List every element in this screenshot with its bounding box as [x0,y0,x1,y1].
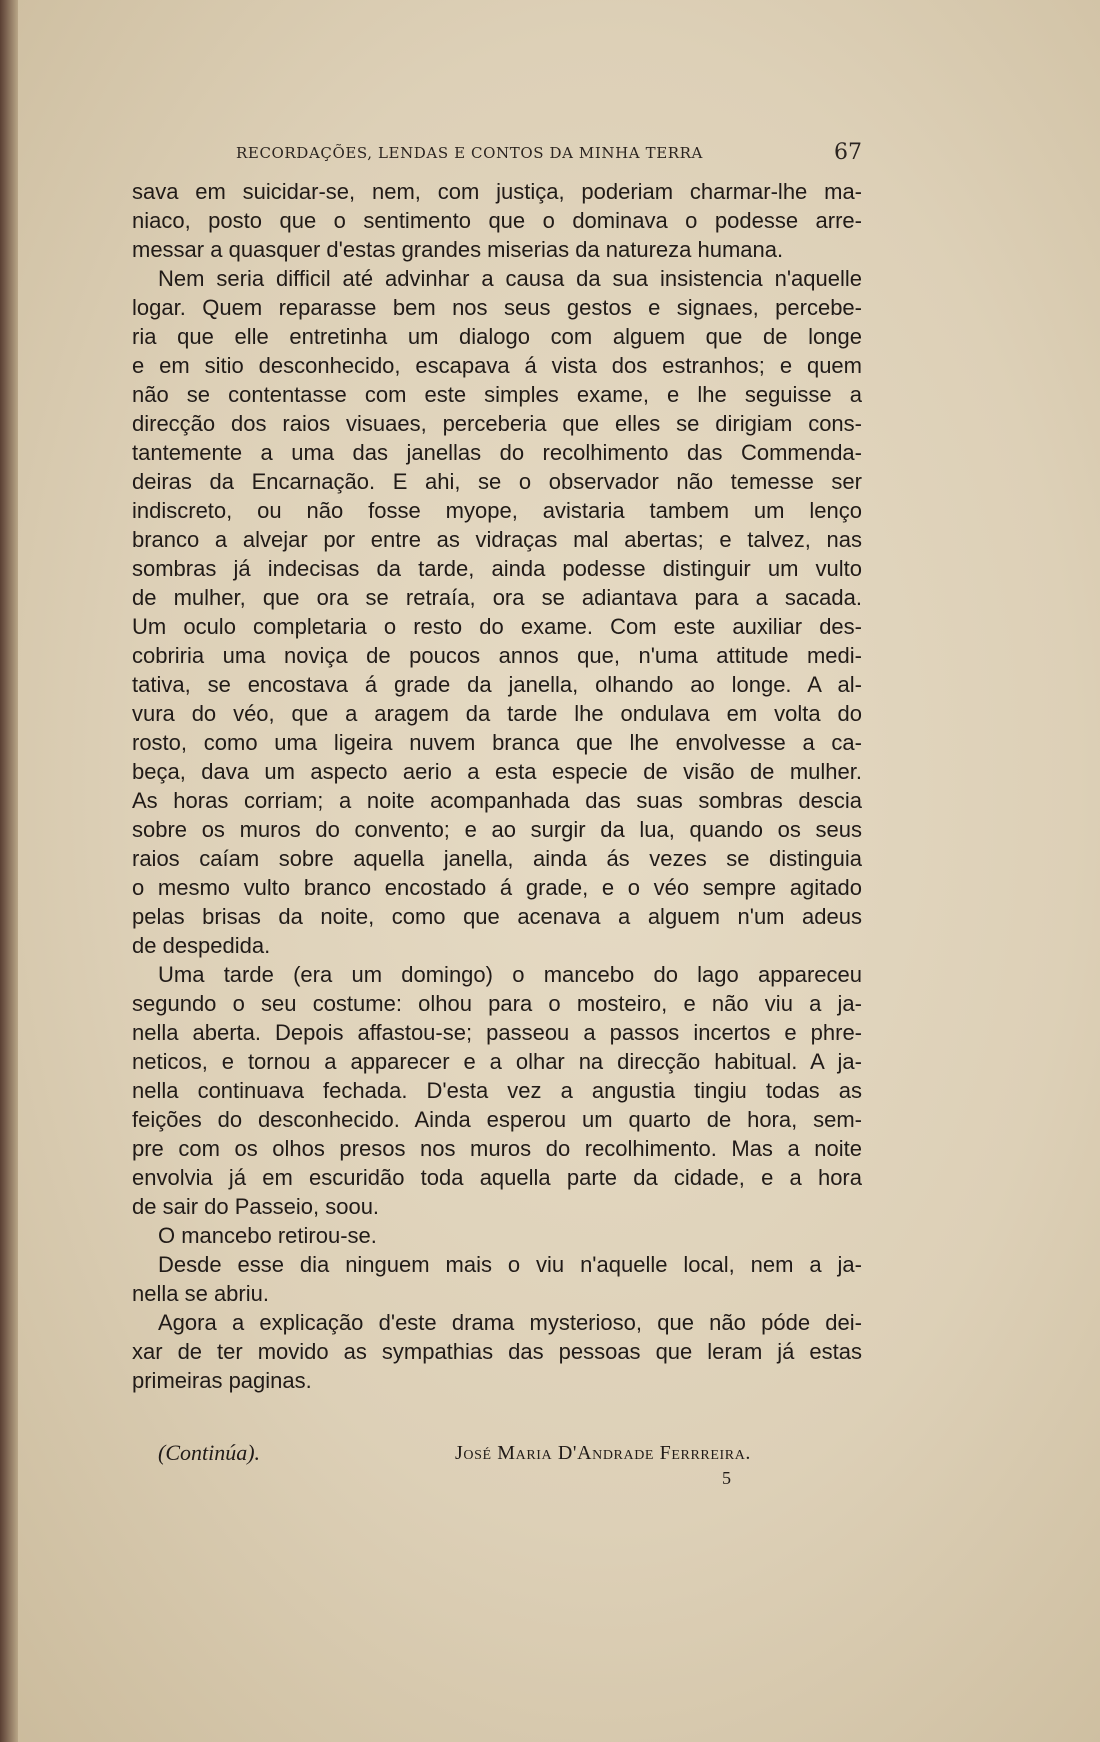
text-line: xar de ter movido as sympathias das pessoas que leram já estas [132,1339,862,1364]
text-line: nella aberta. Depois affastou-se; passeou a passos incertos e phre- [132,1020,862,1045]
text-line: Desde esse dia ninguem mais o viu n'aquelle local, nem a ja- [158,1252,862,1277]
text-line: neticos, e tornou a apparecer e a olhar na direcção habitual. A ja- [132,1049,862,1074]
text-line: cobriria uma noviça de poucos annos que, n'uma attitude medi- [132,643,862,668]
text-line: nella se abriu. [132,1281,269,1306]
text-line: indiscreto, ou não fosse myope, avistaria tambem um lenço [132,498,862,523]
text-line: logar. Quem reparasse bem nos seus gestos e signaes, percebe- [132,295,862,320]
text-line: de despedida. [132,933,271,958]
text-line: sava em suicidar-se, nem, com justiça, poderiam charmar-lhe ma- [132,179,862,204]
text-line: primeiras paginas. [132,1368,312,1393]
text-line: raios caíam sobre aquella janella, ainda ás vezes se distinguia [132,846,862,871]
page-footer [132,1440,862,1500]
text-line: o mesmo vulto branco encostado á grade, e o véo sempre agitado [132,875,862,900]
text-line: messar a quasquer d'estas grandes miserias da natureza humana. [132,237,784,262]
page-header [128,140,862,170]
text-line: tantemente a uma das janellas do recolhimento das Commenda- [132,440,862,465]
text-line: não se contentasse com este simples exame, e lhe seguisse a [132,382,862,407]
continued-note: (Continúa). [158,1440,261,1465]
text-line: branco a alvejar por entre as vidraças mal abertas; e talvez, nas [132,527,862,552]
text-line: rosto, como uma ligeira nuvem branca que lhe envolvesse a ca- [132,730,862,755]
text-line: direcção dos raios visuaes, perceberia que elles se dirigiam cons- [132,411,862,436]
text-line: Uma tarde (era um domingo) o mancebo do lago appareceu [158,962,862,987]
signature-mark: 5 [722,1468,731,1488]
body-text [132,177,862,1395]
text-line: niaco, posto que o sentimento que o dominava o podesse arre- [132,208,862,233]
text-line: Um oculo completaria o resto do exame. Com este auxiliar des- [132,614,862,639]
text-line: beça, dava um aspecto aerio a esta especie de visão de mulher. [132,759,862,784]
text-line: pre com os olhos presos nos muros do recolhimento. Mas a noite [132,1136,862,1161]
text-line: deiras da Encarnação. E ahi, se o observador não temesse ser [132,469,862,494]
text-line: sombras já indecisas da tarde, ainda podesse distinguir um vulto [132,556,862,581]
text-line: de mulher, que ora se retraía, ora se adiantava para a sacada. [132,585,862,610]
text-line: feições do desconhecido. Ainda esperou um quarto de hora, sem- [132,1107,862,1132]
text-line: Nem seria difficil até advinhar a causa da sua insistencia n'aquelle [158,266,862,291]
text-line: nella continuava fechada. D'esta vez a angustia tingiu todas as [132,1078,862,1103]
text-line: O mancebo retirou-se. [158,1223,377,1248]
text-line: segundo o seu costume: olhou para o mosteiro, e não viu a ja- [132,991,862,1016]
text-line: ria que elle entretinha um dialogo com alguem que de longe [132,324,862,349]
running-title: RECORDAÇÕES, LENDAS E CONTOS DA MINHA TERRA [236,144,703,162]
text-line: tativa, se encostava á grade da janella, olhando ao longe. A al- [132,672,862,697]
text-line: As horas corriam; a noite acompanhada das suas sombras descia [132,788,862,813]
text-line: Agora a explicação d'este drama mysterioso, que não póde dei- [158,1310,862,1335]
text-line: de sair do Passeio, soou. [132,1194,380,1219]
text-line: vura do véo, que a aragem da tarde lhe ondulava em volta do [132,701,862,726]
author-signature: José Maria D'Andrade Ferrreira. [455,1442,752,1464]
text-line: envolvia já em escuridão toda aquella parte da cidade, e a hora [132,1165,862,1190]
text-line: e em sitio desconhecido, escapava á vista dos estranhos; e quem [132,353,862,378]
text-line: sobre os muros do convento; e ao surgir da lua, quando os seus [132,817,862,842]
page-number: 67 [834,140,862,165]
text-line: pelas brisas da noite, como que acenava a alguem n'um adeus [132,904,862,929]
